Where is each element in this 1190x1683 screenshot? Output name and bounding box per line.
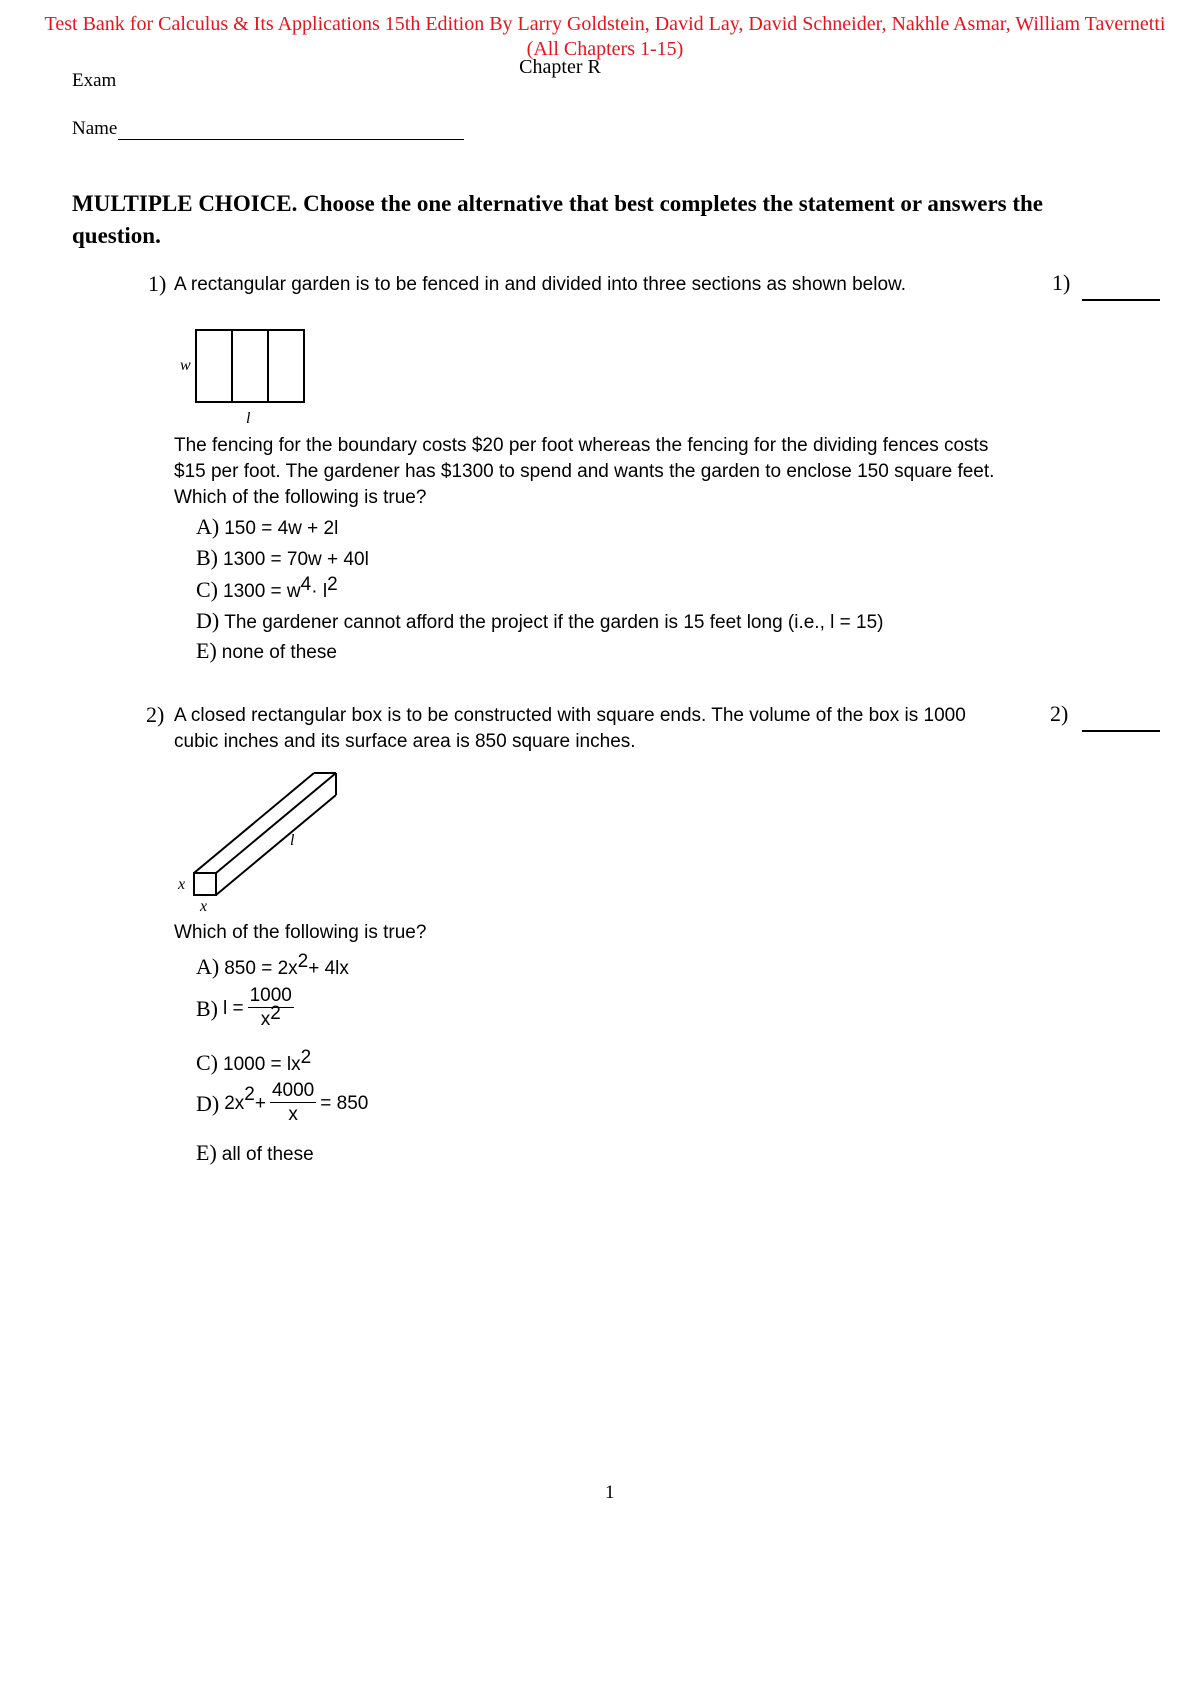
- box-side-label: x: [178, 876, 186, 893]
- denominator-base: x: [260, 1009, 271, 1030]
- garden-width-label: w: [180, 357, 191, 374]
- denominator-exponent: 2: [270, 1003, 281, 1024]
- garden-boundary: [196, 330, 304, 402]
- chapter-title: Chapter R: [519, 56, 601, 78]
- choice-text-lhs: l =: [223, 997, 244, 1019]
- box-end-face: [194, 873, 216, 895]
- q1-body: The fencing for the boundary costs $20 per foot whereas the fencing for the dividing fences costs $15 per foot. The gardener has $1300 to spend and wants the garden to enclose 150 square feet. Which of the following is true?: [174, 435, 995, 508]
- page-number: 1: [605, 1482, 615, 1503]
- q2-choice-e[interactable]: [196, 1140, 314, 1166]
- choice-text: 150 = 4w + 2l: [224, 518, 339, 539]
- choice-label: D): [196, 608, 220, 633]
- choice-text-rhs: + 4lx: [308, 958, 349, 979]
- choice-text: all of these: [221, 1144, 314, 1165]
- choice-exponent: 2: [297, 951, 309, 972]
- banner-title: Test Bank for Calculus & Its Applications 15th Edition By Larry Goldstein, David Lay, David Schneider, Nakhle Asmar, William Tavernetti (All Chapters 1-15): [44, 13, 1166, 60]
- fraction-denominator: x: [288, 1104, 298, 1125]
- garden-length-label: l: [246, 410, 251, 427]
- choice-label: A): [196, 514, 220, 539]
- choice-plus: +: [254, 1092, 266, 1114]
- box-diagram: [170, 765, 350, 915]
- choice-text: 1300 = 70w + 40l: [223, 549, 369, 570]
- q1-choice-c[interactable]: [196, 574, 338, 603]
- q2-answer-number: 2): [1050, 701, 1069, 726]
- q2-number: 2): [146, 702, 165, 727]
- q1-choice-a[interactable]: [196, 514, 338, 540]
- q1-answer-blank[interactable]: [1082, 299, 1160, 301]
- q1-choice-e[interactable]: [196, 638, 337, 664]
- q2-body: Which of the following is true?: [174, 922, 427, 943]
- fraction-numerator: 1000: [249, 985, 292, 1006]
- q1-number: 1): [148, 271, 167, 296]
- instructions-heading: MULTIPLE CHOICE. Choose the one alternative that best completes the statement or answers the question.: [72, 191, 1044, 248]
- choice-label: B): [196, 995, 218, 1021]
- choice-label: B): [196, 545, 218, 570]
- choice-exponent: 2: [300, 1047, 312, 1068]
- choice-label: A): [196, 954, 220, 979]
- fraction-numerator: 4000: [271, 1080, 315, 1101]
- choice-exponent: 2: [244, 1083, 255, 1105]
- q2-answer-blank[interactable]: [1082, 730, 1160, 732]
- choice-label: C): [196, 577, 218, 602]
- choice-text: none of these: [221, 642, 337, 663]
- q1-choice-d[interactable]: [196, 608, 883, 634]
- box-bottom-label: x: [200, 898, 208, 915]
- choice-label: C): [196, 1050, 218, 1075]
- name-underline[interactable]: [118, 120, 464, 140]
- choice-exponent: 2: [327, 574, 338, 595]
- name-field[interactable]: [72, 118, 464, 140]
- choice-text-rhs: = 850: [320, 1092, 369, 1114]
- choice-text-lhs: 850 = 2x: [224, 958, 298, 979]
- garden-diagram: [170, 325, 320, 425]
- choice-text-lhs: 2x: [224, 1092, 245, 1114]
- exam-label: Exam: [72, 70, 117, 91]
- choice-text-mid: · l: [311, 581, 328, 602]
- name-label: Name: [72, 118, 118, 139]
- fraction-denominator: [260, 1003, 281, 1032]
- q1-answer-number: 1): [1052, 270, 1071, 295]
- choice-text: The gardener cannot afford the project if the garden is 15 feet long (i.e., l = 15): [224, 612, 884, 633]
- choice-label: D): [196, 1090, 220, 1116]
- choice-exponent: 4: [300, 574, 312, 595]
- box-length-label: l: [290, 832, 295, 849]
- fraction: [248, 985, 294, 1032]
- q2-choice-d[interactable]: [196, 1080, 368, 1127]
- fraction: [270, 1080, 316, 1127]
- q2-choice-b[interactable]: [196, 985, 298, 1032]
- q2-choice-a[interactable]: [196, 951, 349, 980]
- q2-choice-c[interactable]: [196, 1047, 312, 1076]
- q1-choice-b[interactable]: [196, 545, 369, 571]
- choice-text-lhs: 1000 = lx: [223, 1054, 301, 1075]
- choice-label: E): [196, 638, 217, 663]
- choice-text-lhs: 1300 = w: [223, 581, 301, 602]
- q1-stem: A rectangular garden is to be fenced in and divided into three sections as shown below.: [174, 274, 906, 295]
- choice-label: E): [196, 1140, 217, 1165]
- q2-stem: A closed rectangular box is to be constructed with square ends. The volume of the box is 1000 cubic inches and its surface area is 850 square inches.: [174, 705, 966, 752]
